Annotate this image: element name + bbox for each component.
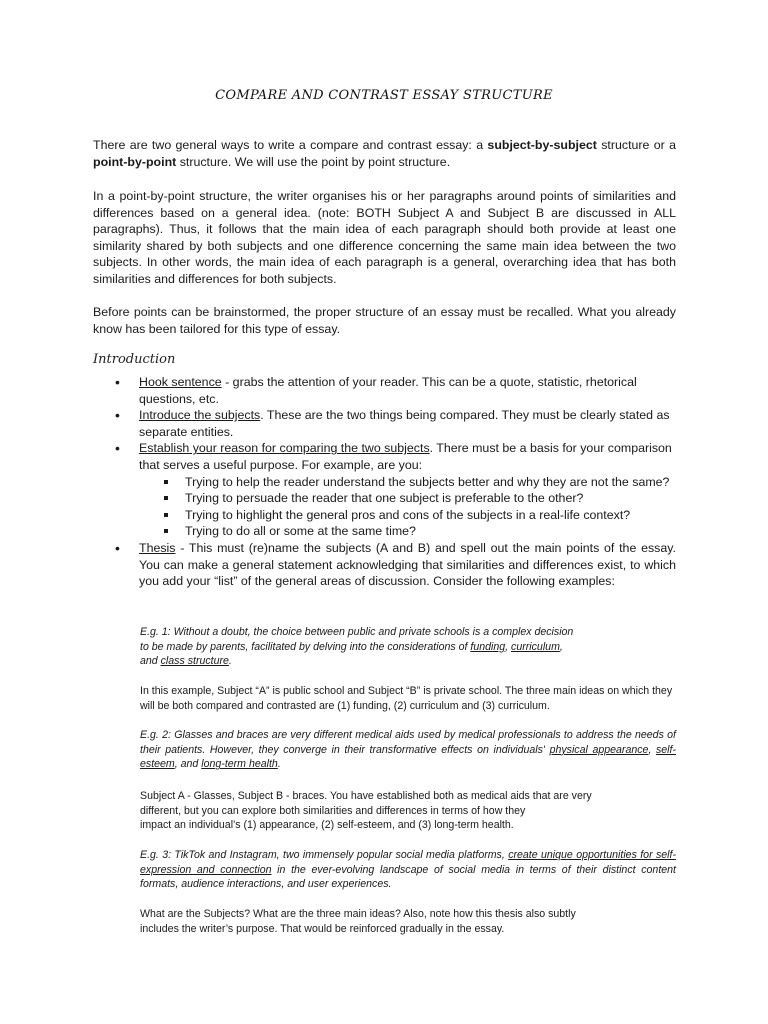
example-2-explanation [140,789,676,833]
example-line: different, but you can explore both similarities and differences in terms of how they [140,804,526,817]
intro-paragraph [93,137,676,170]
underlined-term: class structure [160,655,229,668]
text-run: . [277,758,281,771]
text-run: . These are the two things being compared. They must be clearly stated as separate entities. [139,408,670,439]
underlined-term: long-term health [201,758,278,771]
example-1 [140,625,676,669]
text-run: . [228,655,232,668]
bold-term-point-by-point: point-by-point [93,154,177,169]
structure-paragraph: Before points can be brainstormed, the proper structure of an essay must be recalled. What you already know has been tailored for this type of essay. [93,305,676,336]
example-line: What are the Subjects? What are the three main ideas? Also, note how this thesis also subtly [140,908,576,920]
text-run: E.g. 2: Glasses and braces are very different medical aids used by medical professionals to address the needs of their patients. However, they converge in their transformative effects on individuals' [140,729,676,756]
text-run: - This must (re)name the subjects (A and B) and spell out the main points of the essay. You can make a general statement acknowledging that similarities and differences exist, to which you add your “list” of the general areas of discussion. Consider the following examples: [139,540,676,589]
text-run: , [505,640,512,653]
example-line [140,654,676,669]
list-item-reason [93,440,676,540]
example-3-explanation [140,907,676,936]
text-run: , [648,743,656,756]
text-run: , [559,640,563,653]
section-heading-introduction: Introduction [93,352,176,367]
sub-list-item: Trying to do all or some at the same time? [139,523,676,540]
example-line: includes the writer’s purpose. That would be reinforced gradually in the essay. [140,922,505,935]
list-item-introduce-subjects [93,407,676,440]
example-line: impact an individual’s (1) appearance, (2) self-esteem, and (3) long-term health. [140,819,514,832]
text-run: structure or a [596,138,676,152]
document-title: COMPARE AND CONTRAST ESSAY STRUCTURE [215,88,553,103]
underlined-term: curriculum [511,640,560,653]
text-run: . There must be a basis for your comparison that serves a useful purpose. For example, are you: [139,441,672,472]
example-2 [140,728,676,772]
underlined-term: Establish your reason for comparing the two subjects [139,441,430,456]
sub-list-item: Trying to highlight the general pros and cons of the subjects in a real-life context? [139,507,676,524]
sub-list-item: Trying to persuade the reader that one subject is preferable to the other? [139,490,676,507]
example-line: Subject A - Glasses, Subject B - braces. You have established both as medical aids that are very [140,790,592,802]
example-1-explanation: In this example, Subject “A” is public school and Subject “B” is private school. The three main ideas on which they will be both compared and contrasted are (1) funding, (2) curriculum and (3) curriculum. [140,685,673,712]
text-run: and [140,655,161,668]
text-run: E.g. 3: TikTok and Instagram, two immensely popular social media platforms, [140,849,509,861]
reason-sub-list [139,474,676,540]
example-line [140,640,676,655]
point-by-point-paragraph: In a point-by-point structure, the writer organises his or her paragraphs around points of similarities and differences based on a general idea. (note: BOTH Subject A and Subject B are discussed in ALL paragraphs). Thus, it follows that the main idea of each paragraph should both provide at least one similarity shared by both subjects and one difference concerning the same main idea between the two subjects. In other words, the main idea of each paragraph is a general, overarching idea that has both similarities and differences for both subjects. [93,189,676,286]
example-line: E.g. 1: Without a doubt, the choice between public and private schools is a complex decision [140,626,574,638]
underlined-term: physical appearance [549,743,649,756]
underlined-term: Introduce the subjects [139,408,261,423]
underlined-term: create unique opportunities for self-expression and connection [140,849,676,876]
text-run: in the ever-evolving landscape of social media in terms of their distinct content formats, audience interactions, and user experiences. [140,863,676,891]
list-item-thesis [93,540,676,590]
underlined-term: self-esteem [140,743,676,771]
bold-term-subject-by-subject: subject-by-subject [487,138,597,152]
text-run: , and [174,758,202,771]
underlined-term: Thesis [139,540,176,555]
text-run: - grabs the attention of your reader. This can be a quote, statistic, rhetorical questions, etc. [139,375,637,406]
text-run: There are two general ways to write a compare and contrast essay: a [93,138,488,152]
example-3 [140,848,676,892]
introduction-bullet-list [93,374,676,590]
text-run: structure. We will use the point by point structure. [176,154,451,169]
underlined-term: funding [470,640,506,653]
list-item-hook [93,374,676,407]
text-run: to be made by parents, facilitated by delving into the considerations of [140,640,471,653]
sub-list-item: Trying to help the reader understand the subjects better and why they are not the same? [139,474,676,491]
underlined-term: Hook sentence [139,375,222,389]
